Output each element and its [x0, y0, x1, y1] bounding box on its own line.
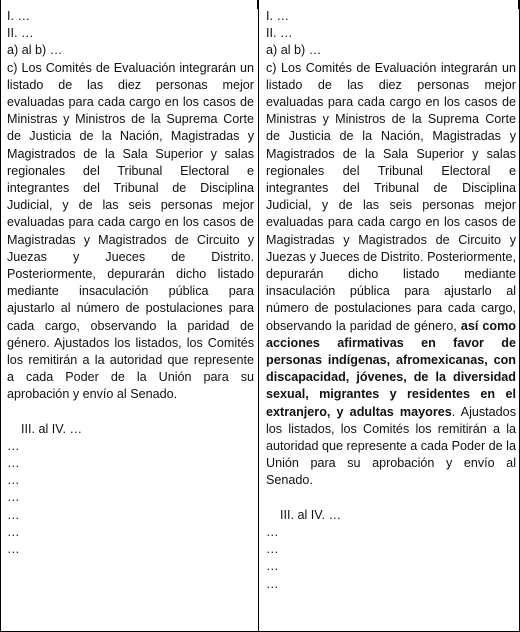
fraction-ii: II. … [266, 26, 293, 41]
ellipsis-line: … [266, 524, 279, 539]
fractions-iii-iv: III. al IV. … [21, 421, 83, 436]
fractions-iii-iv: III. al IV. … [280, 507, 342, 522]
ellipsis-line: … [7, 473, 20, 488]
ellipsis-line: … [7, 524, 20, 539]
fraction-i: I. … [7, 9, 31, 23]
ellipsis-line: … [7, 542, 20, 557]
inciso-c-text-end: . Ajustados los listados, los Comités los remitirán a la autoridad que represente a cada Poder de la Unión para su aprobación y envío al Senado. [266, 404, 516, 488]
ellipsis-line: … [7, 490, 20, 505]
left-column-current-text [1, 0, 259, 631]
inciso-c-text-start: c) Los Comités de Evaluación integrarán un listado de las diez personas mejor evaluadas para cada cargo en los casos de Ministras y Ministros de la Suprema Corte de Justicia de la Nación, Magistradas y Magistrados de la Sala Superior y salas regionales del Tribunal Electoral e integrantes del Tribunal de Disciplina Judicial, y de las seis personas mejor evaluadas para cada cargo en los casos de Magistradas y Magistrados de Circuito y Juezas y Jueces de Distrito. Posteriormente, depurarán dicho listado mediante insaculación pública para ajustarlo al número de postulaciones para cada cargo, observando la paridad de género, [266, 60, 516, 333]
inciso-c-paragraph [266, 60, 516, 490]
inciso-c-bold-addition: así como acciones afirmativas en favor de personas indígenas, afromexicanas, con discapacidad, jóvenes, de la diversidad sexual, migrantes y residentes en el extranjero, y adultas mayores [266, 318, 516, 419]
right-column-proposed-text [259, 0, 520, 631]
fraction-i: I. … [266, 9, 290, 23]
ellipsis-line: … [266, 542, 279, 557]
fraction-ii: II. … [7, 26, 34, 41]
incisos-a-b: a) al b) … [266, 43, 322, 58]
ellipsis-line: … [7, 438, 20, 453]
inciso-c-paragraph: c) Los Comités de Evaluación integrarán un listado de las diez personas mejor evaluadas para cada cargo en los casos de Ministras y Ministros de la Suprema Corte de Justicia de la Nación, Magistradas y Magistrados de la Sala Superior y salas regionales del Tribunal Electoral e integrantes del Tribunal de Disciplina Judicial, y de las seis personas mejor evaluadas para cada cargo en los casos de Magistradas y Magistrados de Circuito y Juezas y Jueces de Distrito. Posteriormente, depurarán dicho listado mediante insaculación pública para ajustarlo al número de postulaciones para cada cargo, observando la paridad de género. Ajustados los listados, los Comités los remitirán a la autoridad que represente a cada Poder de la Unión para su aprobación y envío al Senado. [7, 60, 254, 402]
ellipsis-line: … [7, 456, 20, 471]
ellipsis-line: … [7, 507, 20, 522]
incisos-a-b: a) al b) … [7, 43, 63, 58]
ellipsis-line: … [266, 576, 279, 591]
ellipsis-line: … [266, 559, 279, 574]
